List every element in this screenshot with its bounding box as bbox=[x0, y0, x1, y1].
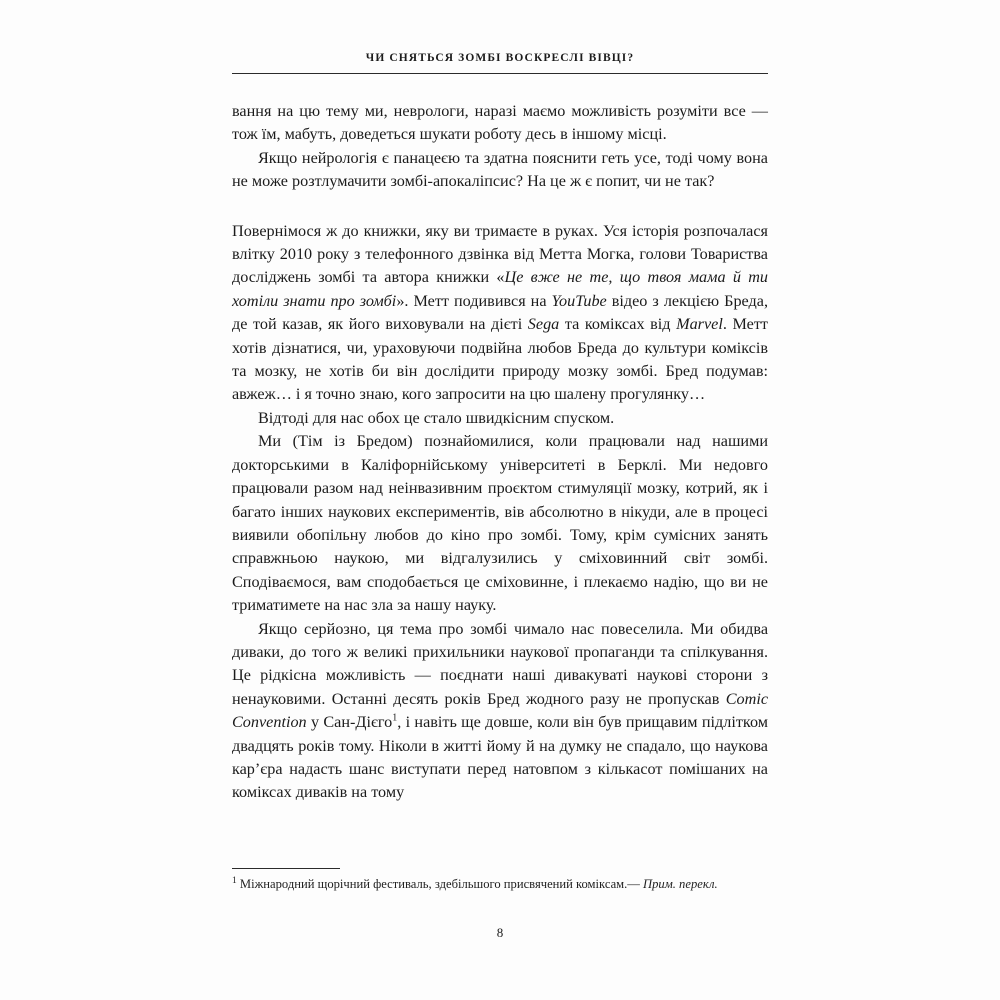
paragraph-6-text: Якщо серйозно, ця тема про зомбі чимало нас повеселила. Ми обидва диваки, до того ж великі прихильники наукової пропаганди та спілкування. Це рідкісна можливість — поєднати наші дивакуваті наукові сторони з ненауковими. Останні десять років Бред жодного разу не пропускав Comic Convention у Сан-Дієго$^1$, і навіть ще довше, коли він був прищавим підлітком двадцять років тому. Ніколи в житті йому й на думку не спадало, що наукова кар’єра надасть шанс виступати перед натовпом з кількасот помішаних на коміксах диваків на тому bbox=[232, 619, 768, 802]
footnote-text: Міжнародний щорічний фестиваль, здебільшого присвячений коміксам.— Прим. перекл. bbox=[236, 877, 718, 892]
paragraph-4 bbox=[232, 407, 768, 430]
page-number: 8 bbox=[496, 925, 504, 940]
paragraph-1-text: вання на цю тему ми, неврологи, наразі маємо можливість розуміти все — тож їм, мабуть, доведеться шукати роботу десь в іншому місці. bbox=[232, 102, 768, 144]
footnote-marker: 1 bbox=[232, 876, 237, 886]
running-head: ЧИ СНЯТЬСЯ ЗОМБІ ВОСКРЕСЛІ ВІВЦІ? bbox=[365, 52, 635, 64]
footnote-area bbox=[232, 868, 768, 894]
paragraph-2 bbox=[232, 147, 768, 194]
page-body bbox=[232, 52, 768, 805]
paragraph-3 bbox=[232, 220, 768, 407]
footnote bbox=[232, 875, 768, 894]
paragraph-6 bbox=[232, 618, 768, 805]
paragraph-2-text: Якщо нейрологія є панацеєю та здатна пояснити геть усе, тоді чому вона не може розтлумачити зомбі-апокаліпсис? На це ж є попит, чи не так? bbox=[232, 148, 768, 191]
paragraph-4-text: Відтоді для нас обох це стало швидкісним спуском. bbox=[258, 408, 615, 427]
paragraph-5-text: Ми (Тім із Бредом) познайомилися, коли працювали над нашими докторськими в Каліфорнійському університеті в Берклі. Ми недовго працювали разом над неінвазивним проєктом стимуляції мозку, котрий, як і багато інших наукових експериментів, вів абсолютно в нікуди, але в процесі виявили обопільну любов до кіно про зомбі. Тому, крім сумісних занять справжньою наукою, ми відгалузились у сміховинний світ зомбі. Сподіваємося, вам сподобається це сміховинне, і плекаємо надію, що ви не триматимете на нас зла за нашу науку. bbox=[232, 432, 768, 615]
paragraph-3-text: Повернімося ж до книжки, яку ви тримаєте в руках. Уся історія розпочалася влітку 2010 року з телефонного дзвінка від Метта Могка, голови Товариства досліджень зомбі та автора книжки «Це вже не те, що твоя мама й ти хотіли знати про зомбі». Метт подивився на YouTube відео з лекцією Бреда, де той казав, як його виховували на дієті Sega та коміксах від Marvel. Метт хотів дізнатися, чи, ураховуючи подвійна любов Бреда до культури коміксів та мозку, не хотів би він дослідити природу мозку зомбі. Бред подумав: авжеж… і я точно знаю, кого запросити на цю шалену прогулянку… bbox=[232, 221, 768, 404]
paragraph-5 bbox=[232, 430, 768, 617]
paragraph-1 bbox=[232, 100, 768, 147]
header-divider bbox=[232, 73, 768, 74]
footnote-divider bbox=[232, 868, 340, 869]
